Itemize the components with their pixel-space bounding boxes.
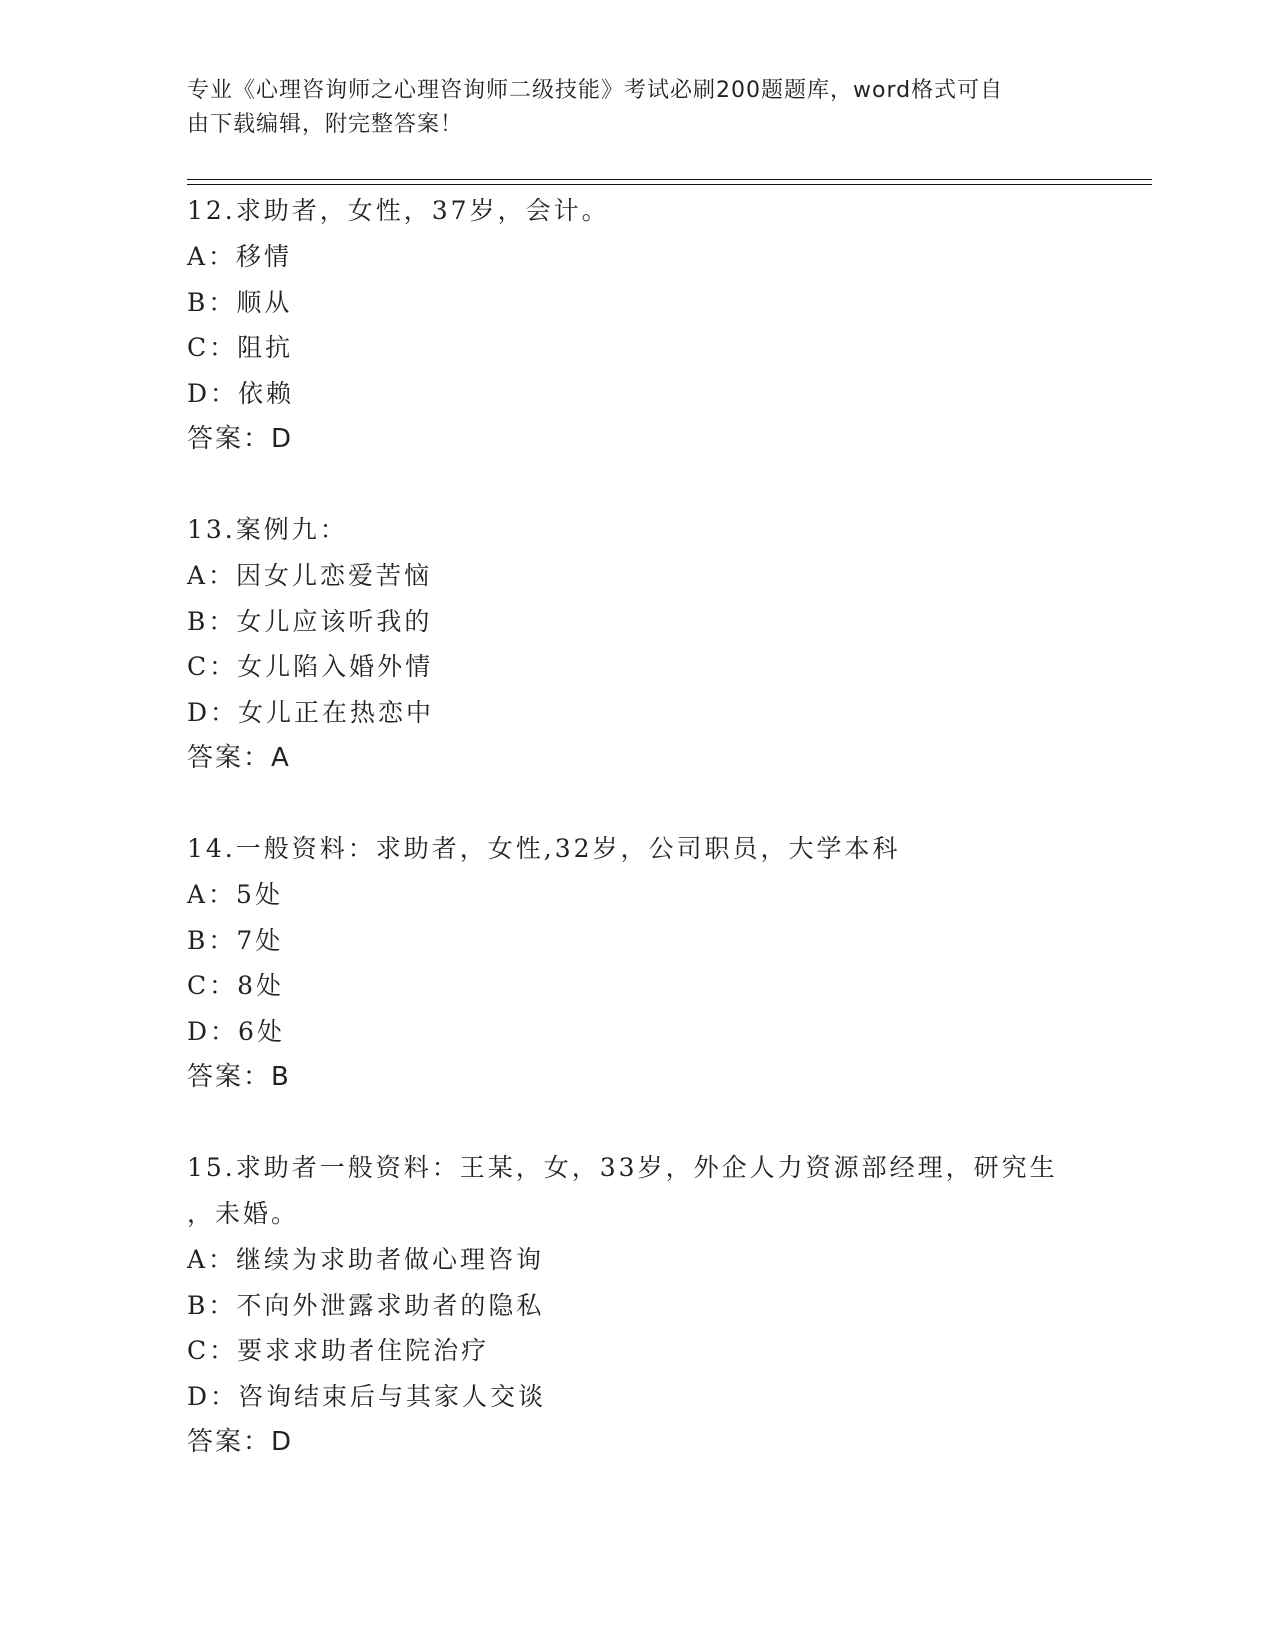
option-b: B：7处 xyxy=(187,925,284,955)
header-line-1: 专业《心理咨询师之心理咨询师二级技能》考试必刷200题题库，word格式可自 xyxy=(187,78,1004,103)
question-14 xyxy=(187,826,1087,1100)
option-d: D：依赖 xyxy=(187,378,295,408)
option-d: D：6处 xyxy=(187,1016,285,1046)
question-stem: 14.一般资料：求助者，女性,32岁，公司职员，大学本科 xyxy=(187,834,901,863)
option-c: C：要求求助者住院治疗 xyxy=(187,1336,490,1365)
answer: 答案：D xyxy=(187,424,294,454)
option-b: B：顺从 xyxy=(187,287,293,317)
answer: 答案：A xyxy=(187,743,291,773)
document-header xyxy=(187,74,1067,142)
question-stem: 12.求助者，女性，37岁，会计。 xyxy=(187,196,610,225)
option-c: C：女儿陷入婚外情 xyxy=(187,652,434,681)
option-a: A：因女儿恋爱苦恼 xyxy=(187,561,433,590)
option-a: A：移情 xyxy=(187,242,293,271)
question-stem: 15.求助者一般资料：王某，女，33岁，外企人力资源部经理，研究生 xyxy=(187,1153,1058,1182)
answer: 答案：B xyxy=(187,1062,291,1092)
question-13 xyxy=(187,507,1087,781)
option-c: C：阻抗 xyxy=(187,333,294,362)
header-line-2: 由下载编辑，附完整答案！ xyxy=(187,112,464,137)
option-a: A：继续为求助者做心理咨询 xyxy=(187,1245,545,1274)
option-d: D：女儿正在热恋中 xyxy=(187,697,435,727)
question-15 xyxy=(187,1145,1087,1465)
question-12 xyxy=(187,188,1087,462)
option-b: B：女儿应该听我的 xyxy=(187,606,433,636)
option-b: B：不向外泄露求助者的隐私 xyxy=(187,1290,545,1320)
option-d: D：咨询结束后与其家人交谈 xyxy=(187,1381,547,1411)
question-stem-continued: ，未婚。 xyxy=(187,1199,300,1228)
header-rule-top xyxy=(187,179,1152,180)
option-a: A：5处 xyxy=(187,880,283,909)
answer: 答案：D xyxy=(187,1427,294,1457)
header-rule-bottom xyxy=(187,184,1152,185)
option-c: C：8处 xyxy=(187,971,285,1000)
question-stem: 13.案例九： xyxy=(187,515,348,544)
